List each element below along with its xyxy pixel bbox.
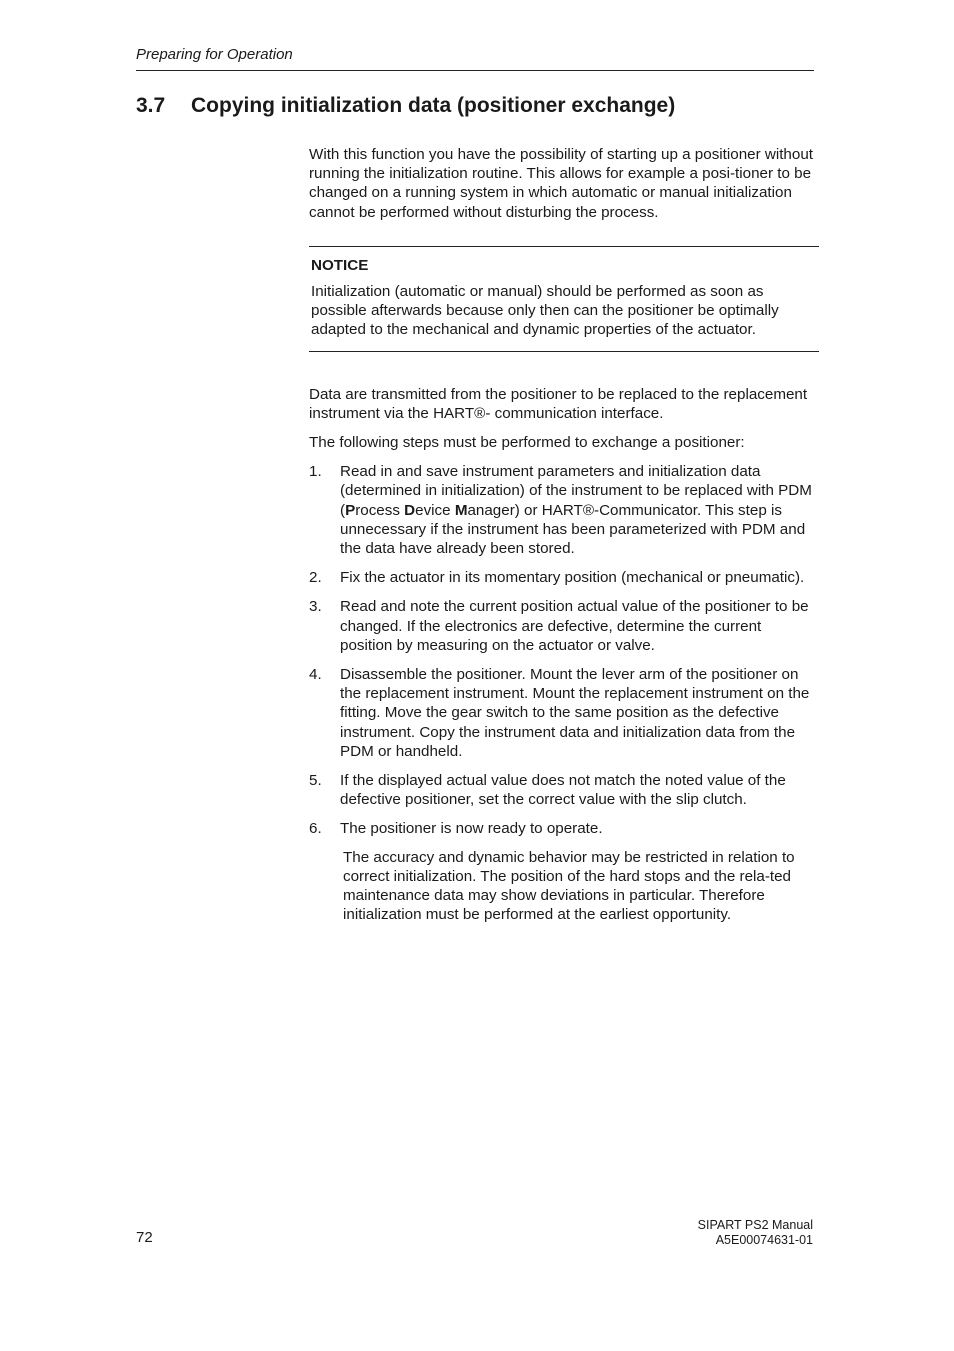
section-heading bbox=[136, 94, 675, 118]
list-item bbox=[309, 771, 817, 809]
manual-title: SIPART PS2 Manual bbox=[697, 1218, 813, 1232]
header-divider bbox=[136, 70, 814, 71]
section-number: 3.7 bbox=[136, 94, 166, 117]
step-number: 1. bbox=[309, 463, 322, 481]
footer-document-info bbox=[698, 1218, 813, 1248]
closing-note: The accuracy and dynamic behavior may be restricted in relation to correct initialization. The position of the hard stops and the rela-ted maintenance data may show deviations in particular. Therefore initialization must be performed at the earliest opportunity. bbox=[343, 848, 795, 924]
notice-text: Initialization (automatic or manual) should be performed as soon as possible afterwards because only then can the positioner be optimally adapted to the mechanical and dynamic properties of the actuator. bbox=[311, 283, 779, 339]
transmission-paragraph: Data are transmitted from the positioner to be replaced to the replacement instrument via the HART®- communication interface. bbox=[309, 385, 808, 422]
notice-box bbox=[309, 246, 819, 352]
step-text: Fix the actuator in its momentary position (mechanical or pneumatic). bbox=[340, 569, 805, 587]
step-number: 4. bbox=[309, 666, 322, 684]
step-text: Disassemble the positioner. Mount the lever arm of the positioner on the replacement instrument. Mount the replacement instrument on the fitting. Move the gear switch to the same position as the defective instrument. Copy the instrument data and initialization data from the PDM or handheld. bbox=[340, 666, 810, 760]
step-text: Read and note the current position actual value of the positioner to be changed. If the electronics are defective, determine the current position by measuring on the actuator or valve. bbox=[340, 598, 809, 654]
step-number: 3. bbox=[309, 598, 322, 616]
page-number: 72 bbox=[136, 1229, 153, 1246]
step-number: 6. bbox=[309, 820, 322, 838]
step-text: If the displayed actual value does not match the noted value of the defective positioner, set the correct value with the slip clutch. bbox=[340, 772, 786, 809]
running-header: Preparing for Operation bbox=[136, 46, 293, 63]
body-column bbox=[309, 145, 817, 925]
section-title: Copying initialization data (positioner exchange) bbox=[191, 94, 676, 117]
intro-paragraph: With this function you have the possibility of starting up a positioner without running the initialization routine. This allows for example a posi-tioner to be changed on a running system in which automatic or manual initialization cannot be performed without disturbing the process. bbox=[309, 146, 813, 221]
list-item bbox=[309, 597, 817, 655]
notice-title: NOTICE bbox=[311, 256, 369, 274]
step-text: Read in and save instrument parameters and initialization data (determined in initialization) of the instrument to be replaced with PDM (Process Device Manager) or HART®-Communicator. This step is unnecessary if the instrument has been parameterized with PDM and the data have already been stored. bbox=[340, 463, 812, 558]
list-item bbox=[309, 568, 817, 587]
step-number: 2. bbox=[309, 569, 322, 587]
steps-intro: The following steps must be performed to exchange a positioner: bbox=[309, 434, 745, 452]
document-number: A5E00074631-01 bbox=[715, 1233, 813, 1247]
step-text: The positioner is now ready to operate. bbox=[340, 820, 603, 838]
list-item bbox=[309, 462, 817, 558]
list-item bbox=[309, 665, 817, 761]
steps-list bbox=[309, 462, 817, 838]
list-item bbox=[309, 819, 817, 838]
step-number: 5. bbox=[309, 772, 322, 790]
